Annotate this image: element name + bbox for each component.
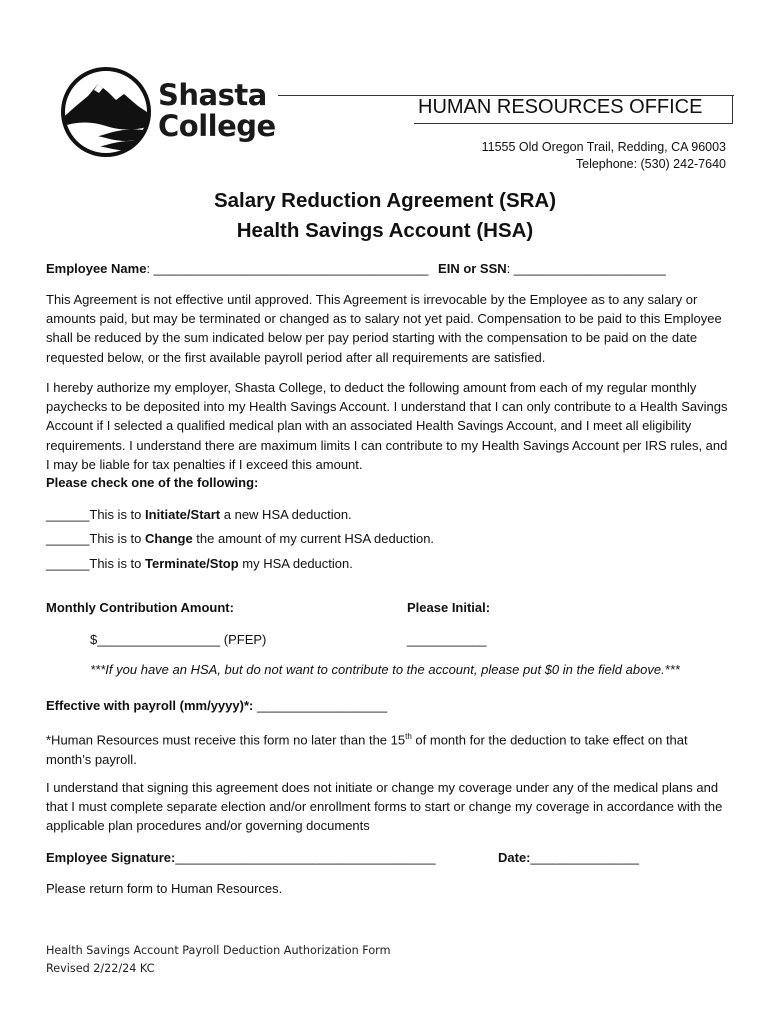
option-text: the amount of my current HSA deduction. — [192, 531, 435, 546]
option-text: This is to — [89, 507, 146, 522]
effective-field[interactable]: __________________ — [253, 698, 388, 713]
option-blank[interactable]: ______ — [46, 531, 90, 546]
authorization-paragraph: I hereby authorize my employer, Shasta College, to deduct the following amount from each of my regular monthly paychecks to be deposited into my Health Savings Account. I understand that I can only contribute to a Health Savings Account if I selected a qualified medical plan with an associated Health Savings Account, and I meet all eligibility requirements. I understand there are maximum limits I can contribute to my Health Savings Account per IRS rules, and I may be liable for tax penalties if I exceed this amount. — [46, 380, 728, 472]
initial-label: Please Initial: — [407, 600, 491, 615]
option-text: a new HSA deduction. — [220, 507, 352, 522]
option-terminate[interactable] — [46, 554, 353, 573]
notice-text: of month for the deduction to take effect on that month’s payroll. — [46, 732, 688, 767]
contribution-amount-field[interactable]: $_________________ (PFEP) — [90, 632, 267, 647]
agreement-paragraph: This Agreement is not effective until approved. This Agreement is irrevocable by the Employee as to any salary or amounts paid, but may be terminated or changed as to salary not yet paid. Compensation to be paid to this Employee shall be reduced by the sum indicated below per pay period starting with the compensation to be paid on the date requested below, or the first available payroll period after all requirements are satisfied. — [46, 292, 722, 365]
contribution-label: Monthly Contribution Amount: — [46, 600, 234, 615]
ein-field[interactable]: : _____________________ — [506, 261, 666, 276]
zero-contribution-note: ***If you have an HSA, but do not want to contribute to the account, please put $0 in the field above.*** — [90, 662, 680, 677]
option-text: This is to — [89, 556, 146, 571]
effective-row — [46, 696, 387, 715]
return-note: Please return form to Human Resources. — [46, 881, 283, 896]
form-subtitle: Health Savings Account (HSA) — [236, 219, 534, 242]
office-title: HUMAN RESOURCES OFFICE — [418, 96, 703, 118]
signature-row — [46, 848, 436, 867]
logo-wordmark — [158, 80, 276, 142]
signature-field[interactable]: ____________________________________ — [175, 850, 436, 865]
option-text: my HSA deduction. — [238, 556, 353, 571]
signature-label: Employee Signature: — [46, 850, 176, 865]
form-footer — [46, 942, 390, 978]
logo-line-1: Shasta — [158, 78, 267, 112]
mountain-logo-icon — [58, 66, 156, 158]
date-row — [498, 848, 639, 867]
footer-revision: Revised 2/22/24 KC — [46, 962, 155, 975]
contact-block — [482, 139, 726, 173]
ein-label: EIN or SSN — [438, 261, 507, 276]
employee-name-field[interactable]: : ______________________________________ — [146, 261, 429, 276]
notice-superscript: th — [405, 732, 412, 741]
option-text: This is to — [89, 531, 146, 546]
form-title: Salary Reduction Agreement (SRA) — [213, 189, 557, 212]
option-blank[interactable]: ______ — [46, 507, 90, 522]
notice-text: *Human Resources must receive this form no later than the 15 — [46, 732, 406, 748]
college-logo — [58, 66, 280, 158]
hr-deadline-notice — [46, 727, 730, 769]
option-keyword: Change — [145, 531, 193, 546]
option-initiate[interactable] — [46, 505, 352, 524]
effective-label: Effective with payroll (mm/yyyy)*: — [46, 698, 254, 713]
employee-name-label: Employee Name — [46, 261, 147, 276]
date-label: Date: — [498, 850, 531, 865]
coverage-paragraph: I understand that signing this agreement does not initiate or change my coverage under any of the medical plans and that I must complete separate election and/or enrollment forms to start or change my coverage in accordance with the applicable plan procedures and/or governing documents — [46, 780, 723, 834]
logo-line-2: College — [158, 109, 276, 143]
telephone-line: Telephone: (530) 242-7640 — [575, 157, 726, 171]
date-field[interactable]: _______________ — [530, 850, 639, 865]
footer-form-name: Health Savings Account Payroll Deduction Authorization Form — [46, 944, 391, 957]
option-change[interactable] — [46, 529, 434, 548]
option-blank[interactable]: ______ — [46, 556, 90, 571]
option-keyword: Initiate/Start — [145, 507, 221, 522]
option-keyword: Terminate/Stop — [145, 556, 239, 571]
address-line: 11555 Old Oregon Trail, Redding, CA 96003 — [481, 140, 726, 154]
employee-row — [46, 259, 666, 278]
check-heading: Please check one of the following: — [46, 475, 259, 490]
initial-field[interactable]: ___________ — [407, 632, 487, 647]
